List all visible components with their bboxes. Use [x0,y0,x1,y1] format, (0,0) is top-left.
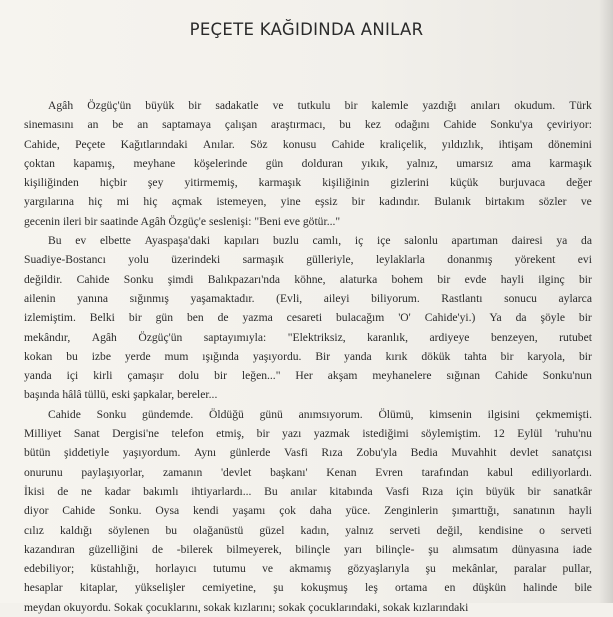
text-line: yargılarına hiç mi hiç açmak istemeyen, yine eşsiz bir kadındır. Bulanık birtakım sözler ve [24,195,592,209]
text-line: gecenin ileri bir saatinde Agâh Özgüç'e seslenişi: "Beni eve götür..." [24,214,341,228]
text-line: kazandıran güzelliğini de -bilerek bilmeyerek, bilinçle yarı bilinçle- şu alımsatım dünyasına iade [24,542,592,556]
text-line: kişiliğinden hiçbir şey yitirmemiş, karmaşık kişiliğinin gizlerini küçük burjuvaca değer [24,176,592,190]
text-line: Cahide Sonku gündemde. Öldüğü günü anımsıyorum. Ölümü, kimsenin ilgisini çekmemişti. [48,407,592,421]
page-title: PEÇETE KAĞIDINDA ANILAR [189,20,424,39]
text-line: Agâh Özgüç'ün büyük bir sadakatle ve tutkulu bir kalemle yazdığı anıları okudum. Türk [48,99,592,112]
text-line: Bu ev elbette Ayaspaşa'daki kapıları buzlu camlı, iç içe salonlu apartıman dairesi ya da [48,234,592,248]
text-line: onurunu paylaşıyorlar, zamanın 'devlet başkanı' Kenan Evren tarafından kabul ediliyorlardı. [24,465,592,479]
text-line: Cahide, Peçete Kağıtlarındaki Anılar. Söz konusu Cahide kraliçelik, yıldızlık, ihtişam dönemini [24,137,592,151]
text-line: başında hâlâ tüllü, eski şapkalar, bereler... [24,388,218,402]
text-line: izlemiştim. Belki bir gün ben de yazma cesareti bulacağım 'O' Cahide'yi.) Ya da şöyle bir [24,311,592,325]
text-line: hesaplar kitaplar, yükselişler cemiyetine, şu kokuşmuş leş ortama en düşkün halinde bile [24,581,592,595]
page-spine-shadow [599,0,613,603]
text-line: cılız kaldığı söylenen bu olağanüstü güzel kadın, yalnız serveti değil, kendisine o serveti [24,523,592,537]
text-line: mekândır, Agâh Özgüç'ün saptayımıyla: "Elektriksiz, karanlık, ardiyeye benzeyen, rutubet [24,330,592,344]
text-line: edebiliyor; küstahlığı, horlayıcı tutumu ve akmamış gözyaşlarıyla şu mekânlar, paralar pullar, [24,562,592,576]
text-line: İkisi de ne kadar bakımlı ihtiyarlardı... Bu anılar kitabında Vasfi Rıza için büyük bir sanatkâr [24,484,592,498]
text-line: yanda içi kirli çamaşır dolu bir leğen..." Her akşam meyhanelere sığınan Cahide Sonku'nun [24,369,592,383]
text-line: Milliyet Sanat Dergisi'ne telefon etmiş, bir yazı yazmak istediğimi söylemiştim. 12 Eylül 'ruhu'nu [24,427,592,441]
text-line: ailenin yanına sığınmış yaşamaktadır. (Evli, aileyi biliyorum. Rastlantı sonucu aylarca [24,291,592,305]
text-line: çoktan kapamış, meyhane köşelerinde gün dolduran yıkık, yalnız, umarsız ama karmaşık [24,156,592,170]
text-line: diyor Cahide Sonku. Oysa kendi yaşamı çok daha yüce. Zenginlerin şımarttığı, sanatının hayli [24,504,592,518]
text-line: değildir. Cahide Sonku şimdi Balıkpazarı'nda köhne, alaturka bohem bir evde hayli ilginç bir [24,272,592,286]
text-line: sinemasını an be an saptamaya çalışan araştırmacı, bu kez odağını Cahide Sonku'ya çeviriyor: [24,118,592,132]
text-line: Suadiye-Bostancı yolu üzerindeki sarmaşık gülleriyle, leylaklarla donanmış yörekent evi [24,253,592,267]
body-text [24,96,592,617]
text-line: meydan okuyordu. Sokak çocuklarını, sokak kızlarını; sokak çocuklarındaki, sokak kızlarındaki [24,600,469,614]
text-line: kokan bu izbe yerde mum ışığında yaşıyordu. Bir yanda kırık dökük tahta bir karyola, bir [24,349,592,363]
text-line: bütün şiddetiyle yaşıyordum. Aynı günlerde Vasfi Rıza Zobu'yla Bedia Muvahhit devlet sanatçısı [24,446,592,460]
